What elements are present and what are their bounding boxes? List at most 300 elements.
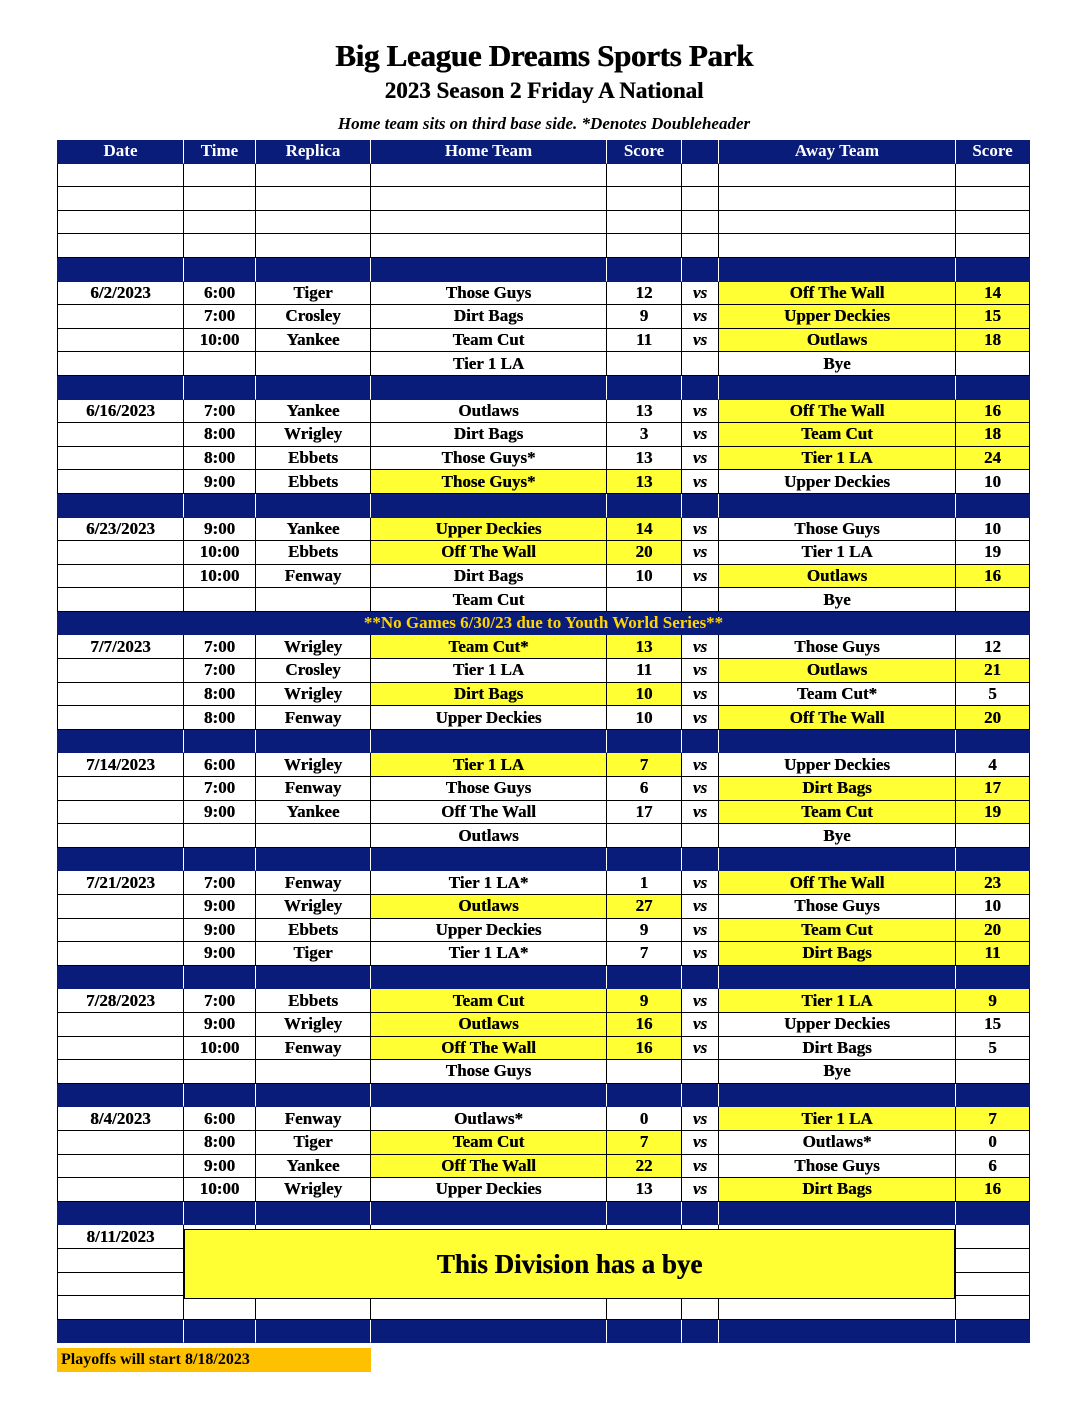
cell-home-team: Those Guys* bbox=[371, 470, 607, 494]
separator-row bbox=[57, 1202, 1030, 1226]
cell-home-team bbox=[371, 1296, 607, 1320]
cell-home-team: Off The Wall bbox=[371, 801, 607, 825]
game-row bbox=[57, 919, 1030, 943]
cell-home-team bbox=[371, 1202, 607, 1226]
cell-vs bbox=[682, 1296, 719, 1320]
cell-date bbox=[57, 1155, 184, 1179]
cell-home-score: 10 bbox=[607, 683, 682, 707]
cell-vs bbox=[682, 1320, 719, 1344]
cell-time: 8:00 bbox=[184, 423, 256, 447]
cell-replica: Yankee bbox=[256, 329, 371, 353]
cell-date bbox=[57, 470, 184, 494]
cell-vs bbox=[682, 187, 719, 211]
cell-home-score: 7 bbox=[607, 753, 682, 777]
game-row bbox=[57, 541, 1030, 565]
cell-home-score: 7 bbox=[607, 1131, 682, 1155]
cell-home-score bbox=[607, 1296, 682, 1320]
cell-time: 10:00 bbox=[184, 329, 256, 353]
cell-time bbox=[184, 848, 256, 872]
cell-home-team: Tier 1 LA bbox=[371, 753, 607, 777]
cell-time bbox=[184, 187, 256, 211]
cell-away-team: Outlaws bbox=[719, 659, 956, 683]
separator-row bbox=[57, 730, 1030, 754]
cell-home-team bbox=[371, 730, 607, 754]
game-row bbox=[57, 1155, 1030, 1179]
cell-vs: vs bbox=[682, 942, 719, 966]
cell-time bbox=[184, 824, 256, 848]
cell-away-team: Upper Deckies bbox=[719, 470, 956, 494]
cell-replica bbox=[256, 187, 371, 211]
cell-home-team: Tier 1 LA* bbox=[371, 942, 607, 966]
cell-away-team: Outlaws* bbox=[719, 1131, 956, 1155]
cell-replica: Crosley bbox=[256, 305, 371, 329]
cell-home-score: 17 bbox=[607, 801, 682, 825]
cell-away-score: 19 bbox=[956, 801, 1030, 825]
cell-date: 6/2/2023 bbox=[57, 282, 184, 306]
cell-home-team bbox=[371, 494, 607, 518]
cell-home-team: Upper Deckies bbox=[371, 919, 607, 943]
cell-date bbox=[57, 919, 184, 943]
cell-away-score: 16 bbox=[956, 400, 1030, 424]
cell-home-score bbox=[607, 164, 682, 188]
cell-home-score bbox=[607, 1060, 682, 1084]
cell-time bbox=[184, 234, 256, 258]
cell-home-team: Dirt Bags bbox=[371, 565, 607, 589]
cell-date bbox=[57, 706, 184, 730]
game-row bbox=[57, 777, 1030, 801]
cell-time: 9:00 bbox=[184, 801, 256, 825]
cell-replica: Fenway bbox=[256, 1107, 371, 1131]
cell-home-score: 12 bbox=[607, 282, 682, 306]
cell-home-score: 22 bbox=[607, 1155, 682, 1179]
cell-away-score: 21 bbox=[956, 659, 1030, 683]
header-date: Date bbox=[57, 140, 184, 164]
empty-row bbox=[57, 187, 1030, 211]
cell-away-team: Team Cut bbox=[719, 423, 956, 447]
cell-home-team: Off The Wall bbox=[371, 541, 607, 565]
cell-replica: Tiger bbox=[256, 282, 371, 306]
cell-time bbox=[184, 966, 256, 990]
cell-away-score: 20 bbox=[956, 706, 1030, 730]
cell-away-score: 18 bbox=[956, 423, 1030, 447]
cell-away-team bbox=[719, 211, 956, 235]
cell-away-score bbox=[956, 1202, 1030, 1226]
cell-date: 6/16/2023 bbox=[57, 400, 184, 424]
cell-away-team: Off The Wall bbox=[719, 706, 956, 730]
cell-vs: vs bbox=[682, 706, 719, 730]
cell-away-team bbox=[719, 258, 956, 282]
cell-time: 9:00 bbox=[184, 1155, 256, 1179]
cell-vs: vs bbox=[682, 282, 719, 306]
cell-home-team bbox=[371, 1084, 607, 1108]
cell-vs: vs bbox=[682, 470, 719, 494]
cell-replica: Wrigley bbox=[256, 895, 371, 919]
header-away-score: Score bbox=[956, 140, 1030, 164]
cell-replica: Yankee bbox=[256, 801, 371, 825]
cell-away-team bbox=[719, 187, 956, 211]
cell-away-score bbox=[956, 824, 1030, 848]
cell-time bbox=[184, 1084, 256, 1108]
cell-replica bbox=[256, 1296, 371, 1320]
cell-replica bbox=[256, 730, 371, 754]
cell-away-score bbox=[956, 164, 1030, 188]
cell-replica: Ebbets bbox=[256, 919, 371, 943]
cell-date bbox=[57, 895, 184, 919]
cell-away-score bbox=[956, 352, 1030, 376]
cell-vs bbox=[682, 824, 719, 848]
game-row bbox=[57, 1178, 1030, 1202]
cell-away-score: 0 bbox=[956, 1131, 1030, 1155]
cell-vs: vs bbox=[682, 871, 719, 895]
cell-home-team: Team Cut bbox=[371, 329, 607, 353]
cell-away-score bbox=[956, 234, 1030, 258]
cell-away-team: Those Guys bbox=[719, 895, 956, 919]
cell-home-team: Team Cut* bbox=[371, 635, 607, 659]
cell-date bbox=[57, 588, 184, 612]
cell-away-score bbox=[956, 848, 1030, 872]
header-vs bbox=[682, 140, 719, 164]
separator-row bbox=[57, 494, 1030, 518]
cell-home-score: 27 bbox=[607, 895, 682, 919]
cell-replica bbox=[256, 1084, 371, 1108]
game-row bbox=[57, 447, 1030, 471]
cell-away-team: Bye bbox=[719, 588, 956, 612]
cell-time bbox=[184, 730, 256, 754]
cell-vs bbox=[682, 1202, 719, 1226]
cell-home-team: Outlaws* bbox=[371, 1107, 607, 1131]
header-home-team: Home Team bbox=[371, 140, 607, 164]
cell-away-team: Those Guys bbox=[719, 518, 956, 542]
cell-date bbox=[57, 1296, 184, 1320]
cell-home-team: Dirt Bags bbox=[371, 305, 607, 329]
game-row bbox=[57, 801, 1030, 825]
cell-home-team: Upper Deckies bbox=[371, 706, 607, 730]
cell-date bbox=[57, 494, 184, 518]
game-row bbox=[57, 942, 1030, 966]
cell-vs bbox=[682, 588, 719, 612]
cell-replica: Crosley bbox=[256, 659, 371, 683]
cell-replica bbox=[256, 588, 371, 612]
cell-date bbox=[57, 164, 184, 188]
game-row bbox=[57, 423, 1030, 447]
cell-away-score: 19 bbox=[956, 541, 1030, 565]
cell-date bbox=[57, 848, 184, 872]
cell-vs bbox=[682, 494, 719, 518]
cell-time: 7:00 bbox=[184, 989, 256, 1013]
cell-away-score: 4 bbox=[956, 753, 1030, 777]
cell-date bbox=[57, 1202, 184, 1226]
cell-away-team: Off The Wall bbox=[719, 871, 956, 895]
cell-away-team: Outlaws bbox=[719, 329, 956, 353]
cell-replica: Yankee bbox=[256, 1155, 371, 1179]
cell-time: 9:00 bbox=[184, 895, 256, 919]
cell-replica bbox=[256, 211, 371, 235]
cell-time: 7:00 bbox=[184, 305, 256, 329]
cell-time bbox=[184, 1202, 256, 1226]
cell-away-team: Dirt Bags bbox=[719, 942, 956, 966]
cell-vs bbox=[682, 211, 719, 235]
cell-vs: vs bbox=[682, 659, 719, 683]
cell-home-team bbox=[371, 211, 607, 235]
cell-date bbox=[57, 1037, 184, 1061]
cell-away-score: 12 bbox=[956, 635, 1030, 659]
cell-vs bbox=[682, 966, 719, 990]
cell-time bbox=[184, 258, 256, 282]
game-row bbox=[57, 824, 1030, 848]
cell-time: 8:00 bbox=[184, 1131, 256, 1155]
cell-date bbox=[57, 565, 184, 589]
cell-away-team: Those Guys bbox=[719, 1155, 956, 1179]
cell-away-score: 10 bbox=[956, 470, 1030, 494]
cell-time bbox=[184, 588, 256, 612]
cell-home-score bbox=[607, 588, 682, 612]
page-subtitle: 2023 Season 2 Friday A National bbox=[384, 78, 704, 103]
cell-date bbox=[57, 1320, 184, 1344]
cell-home-team: Tier 1 LA* bbox=[371, 871, 607, 895]
cell-date bbox=[57, 1178, 184, 1202]
cell-home-score bbox=[607, 494, 682, 518]
cell-replica: Fenway bbox=[256, 777, 371, 801]
cell-away-score: 5 bbox=[956, 1037, 1030, 1061]
cell-home-score bbox=[607, 966, 682, 990]
table-body bbox=[57, 164, 1030, 1344]
cell-replica: Wrigley bbox=[256, 1178, 371, 1202]
cell-away-score: 5 bbox=[956, 683, 1030, 707]
cell-date bbox=[57, 1131, 184, 1155]
cell-away-score: 24 bbox=[956, 447, 1030, 471]
cell-replica: Wrigley bbox=[256, 683, 371, 707]
cell-time bbox=[184, 164, 256, 188]
empty-row bbox=[57, 164, 1030, 188]
cell-replica bbox=[256, 824, 371, 848]
cell-replica bbox=[256, 494, 371, 518]
cell-away-score bbox=[956, 211, 1030, 235]
cell-away-score bbox=[956, 1060, 1030, 1084]
game-row bbox=[57, 588, 1030, 612]
cell-away-score: 15 bbox=[956, 305, 1030, 329]
cell-date bbox=[57, 824, 184, 848]
cell-home-score bbox=[607, 376, 682, 400]
cell-vs: vs bbox=[682, 423, 719, 447]
cell-home-score: 9 bbox=[607, 305, 682, 329]
cell-away-team: Team Cut bbox=[719, 801, 956, 825]
cell-time bbox=[184, 494, 256, 518]
cell-date bbox=[57, 329, 184, 353]
cell-away-score bbox=[956, 1084, 1030, 1108]
cell-away-team: Team Cut bbox=[719, 919, 956, 943]
cell-date bbox=[57, 376, 184, 400]
game-row bbox=[57, 635, 1030, 659]
cell-home-team bbox=[371, 187, 607, 211]
cell-replica: Ebbets bbox=[256, 989, 371, 1013]
cell-time bbox=[184, 1296, 256, 1320]
cell-replica: Wrigley bbox=[256, 1013, 371, 1037]
cell-home-score bbox=[607, 187, 682, 211]
cell-home-team: Those Guys bbox=[371, 777, 607, 801]
separator-row bbox=[57, 848, 1030, 872]
cell-away-score: 6 bbox=[956, 1155, 1030, 1179]
cell-home-score: 16 bbox=[607, 1013, 682, 1037]
cell-home-team: Outlaws bbox=[371, 1013, 607, 1037]
game-row bbox=[57, 565, 1030, 589]
cell-away-team: Dirt Bags bbox=[719, 777, 956, 801]
cell-vs: vs bbox=[682, 919, 719, 943]
game-row bbox=[57, 305, 1030, 329]
cell-vs: vs bbox=[682, 518, 719, 542]
cell-vs: vs bbox=[682, 895, 719, 919]
notice-text: **No Games 6/30/23 due to Youth World Series** bbox=[57, 612, 1030, 636]
cell-away-team: Upper Deckies bbox=[719, 1013, 956, 1037]
cell-vs: vs bbox=[682, 329, 719, 353]
cell-date bbox=[57, 258, 184, 282]
cell-home-score: 13 bbox=[607, 1178, 682, 1202]
cell-date bbox=[57, 942, 184, 966]
cell-vs: vs bbox=[682, 801, 719, 825]
header-replica: Replica bbox=[256, 140, 371, 164]
cell-home-team: Those Guys* bbox=[371, 447, 607, 471]
cell-date bbox=[57, 966, 184, 990]
empty-row bbox=[57, 234, 1030, 258]
cell-date bbox=[57, 447, 184, 471]
game-row bbox=[57, 1013, 1030, 1037]
cell-replica: Fenway bbox=[256, 565, 371, 589]
cell-home-team: Off The Wall bbox=[371, 1037, 607, 1061]
cell-date bbox=[57, 423, 184, 447]
header-home-score: Score bbox=[607, 140, 682, 164]
cell-home-team: Dirt Bags bbox=[371, 683, 607, 707]
cell-home-team: Tier 1 LA bbox=[371, 352, 607, 376]
cell-date bbox=[57, 187, 184, 211]
table-header-row bbox=[57, 140, 1030, 164]
game-row bbox=[57, 895, 1030, 919]
cell-vs bbox=[682, 376, 719, 400]
cell-home-score: 13 bbox=[607, 635, 682, 659]
cell-home-score: 9 bbox=[607, 919, 682, 943]
cell-home-score: 13 bbox=[607, 400, 682, 424]
cell-date: 7/28/2023 bbox=[57, 989, 184, 1013]
cell-date: 8/4/2023 bbox=[57, 1107, 184, 1131]
cell-replica: Tiger bbox=[256, 1131, 371, 1155]
cell-home-team: Those Guys bbox=[371, 1060, 607, 1084]
cell-vs bbox=[682, 234, 719, 258]
cell-vs bbox=[682, 730, 719, 754]
cell-home-score bbox=[607, 211, 682, 235]
cell-away-score bbox=[956, 1225, 1030, 1249]
cell-vs: vs bbox=[682, 1107, 719, 1131]
cell-away-team bbox=[719, 494, 956, 518]
cell-time: 7:00 bbox=[184, 777, 256, 801]
cell-away-team bbox=[719, 730, 956, 754]
cell-vs: vs bbox=[682, 541, 719, 565]
cell-replica: Yankee bbox=[256, 400, 371, 424]
cell-home-score: 13 bbox=[607, 470, 682, 494]
separator-row bbox=[57, 1084, 1030, 1108]
playoffs-note: Playoffs will start 8/18/2023 bbox=[57, 1348, 371, 1372]
cell-away-score: 14 bbox=[956, 282, 1030, 306]
cell-replica: Wrigley bbox=[256, 423, 371, 447]
cell-time: 9:00 bbox=[184, 942, 256, 966]
cell-date bbox=[57, 305, 184, 329]
cell-time: 8:00 bbox=[184, 706, 256, 730]
cell-vs: vs bbox=[682, 1178, 719, 1202]
game-row bbox=[57, 1037, 1030, 1061]
cell-replica bbox=[256, 234, 371, 258]
cell-date: 8/11/2023 bbox=[57, 1225, 184, 1249]
cell-time: 10:00 bbox=[184, 1037, 256, 1061]
cell-home-team: Outlaws bbox=[371, 400, 607, 424]
cell-vs: vs bbox=[682, 565, 719, 589]
cell-away-team: Bye bbox=[719, 824, 956, 848]
separator-row bbox=[57, 258, 1030, 282]
cell-away-score bbox=[956, 588, 1030, 612]
cell-home-score: 16 bbox=[607, 1037, 682, 1061]
cell-home-team bbox=[371, 1320, 607, 1344]
cell-away-team bbox=[719, 234, 956, 258]
cell-home-team bbox=[371, 966, 607, 990]
cell-home-team: Upper Deckies bbox=[371, 518, 607, 542]
cell-away-team: Bye bbox=[719, 352, 956, 376]
game-row bbox=[57, 706, 1030, 730]
cell-away-score bbox=[956, 376, 1030, 400]
cell-away-team bbox=[719, 1296, 956, 1320]
game-row bbox=[57, 1131, 1030, 1155]
cell-away-team: Tier 1 LA bbox=[719, 541, 956, 565]
cell-time: 9:00 bbox=[184, 470, 256, 494]
cell-away-score bbox=[956, 1320, 1030, 1344]
cell-away-team bbox=[719, 164, 956, 188]
cell-away-score bbox=[956, 1273, 1030, 1297]
cell-vs: vs bbox=[682, 989, 719, 1013]
cell-away-team: Bye bbox=[719, 1060, 956, 1084]
cell-replica: Ebbets bbox=[256, 541, 371, 565]
cell-date bbox=[57, 541, 184, 565]
cell-away-score: 23 bbox=[956, 871, 1030, 895]
cell-replica: Wrigley bbox=[256, 753, 371, 777]
cell-away-score: 16 bbox=[956, 1178, 1030, 1202]
cell-replica bbox=[256, 164, 371, 188]
cell-home-team: Off The Wall bbox=[371, 1155, 607, 1179]
game-row bbox=[57, 352, 1030, 376]
cell-away-score bbox=[956, 258, 1030, 282]
cell-home-team: Team Cut bbox=[371, 989, 607, 1013]
cell-time: 9:00 bbox=[184, 1013, 256, 1037]
cell-away-team bbox=[719, 1320, 956, 1344]
game-row bbox=[57, 871, 1030, 895]
cell-vs: vs bbox=[682, 447, 719, 471]
cell-vs bbox=[682, 352, 719, 376]
cell-home-score: 3 bbox=[607, 423, 682, 447]
cell-away-team bbox=[719, 848, 956, 872]
cell-vs: vs bbox=[682, 1037, 719, 1061]
cell-away-team: Team Cut* bbox=[719, 683, 956, 707]
cell-home-score bbox=[607, 730, 682, 754]
cell-replica bbox=[256, 966, 371, 990]
cell-home-team: Tier 1 LA bbox=[371, 659, 607, 683]
cell-away-team bbox=[719, 1084, 956, 1108]
cell-time: 10:00 bbox=[184, 1178, 256, 1202]
cell-home-team: Outlaws bbox=[371, 895, 607, 919]
cell-home-team: Dirt Bags bbox=[371, 423, 607, 447]
cell-home-score bbox=[607, 352, 682, 376]
cell-home-team bbox=[371, 376, 607, 400]
cell-replica bbox=[256, 848, 371, 872]
cell-date bbox=[57, 801, 184, 825]
cell-vs bbox=[682, 1084, 719, 1108]
schedule-table bbox=[57, 140, 1030, 1343]
header-away-team: Away Team bbox=[719, 140, 956, 164]
cell-home-score bbox=[607, 824, 682, 848]
cell-vs: vs bbox=[682, 1155, 719, 1179]
